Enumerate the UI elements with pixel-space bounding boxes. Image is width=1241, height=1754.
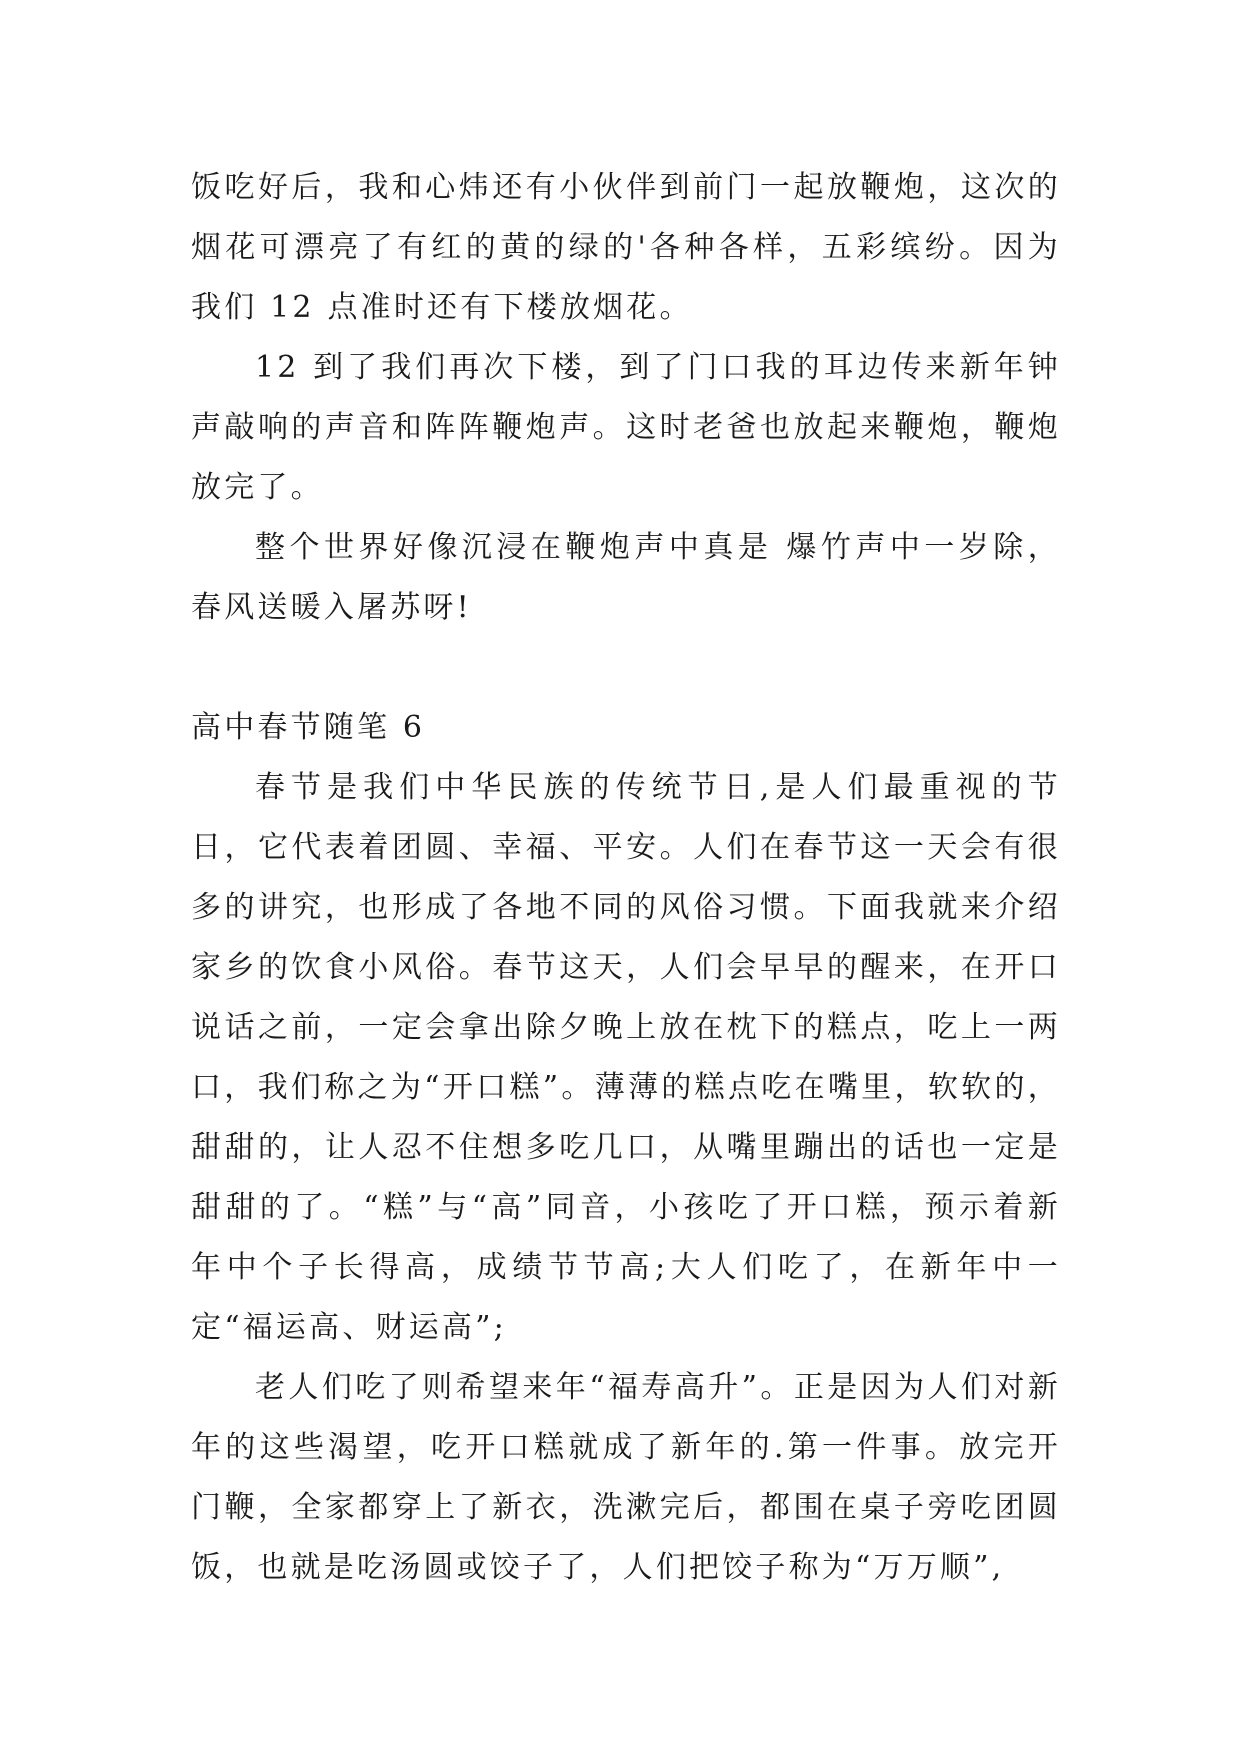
paragraph-firecracker-world: 整个世界好像沉浸在鞭炮声中真是 爆竹声中一岁除，春风送暖入屠苏呀! <box>191 530 1061 625</box>
paragraph-midnight: 12 到了我们再次下楼，到了门口我的耳边传来新年钟声敲响的声音和阵阵鞭炮声。这时老爸也放起来鞭炮，鞭炮放完了。 <box>191 350 1061 505</box>
paragraph-kaikou-cake: 老人们吃了则希望来年“福寿高升”。正是因为人们对新年的这些渴望，吃开口糕就成了新年的.第一件事。放完开门鞭，全家都穿上了新衣，洗漱完后，都围在桌子旁吃团圆饭，也就是吃汤圆或饺子了，人们把饺子称为“万万顺”, <box>191 1370 1061 1585</box>
section-title: 高中春节随笔 6 <box>191 710 426 745</box>
paragraph-spring-festival: 春节是我们中华民族的传统节日,是人们最重视的节日，它代表着团圆、幸福、平安。人们在春节这一天会有很多的讲究，也形成了各地不同的风俗习惯。下面我就来介绍家乡的饮食小风俗。春节这天，人们会早早的醒来，在开口说话之前，一定会拿出除夕晚上放在枕下的糕点，吃上一两口，我们称之为“开口糕”。薄薄的糕点吃在嘴里，软软的，甜甜的，让人忍不住想多吃几口，从嘴里蹦出的话也一定是甜甜的了。“糕”与“高”同音，小孩吃了开口糕，预示着新年中个子长得高，成绩节节高;大人们吃了，在新年中一定“福运高、财运高”; <box>191 770 1061 1345</box>
paragraph-fireworks: 饭吃好后，我和心炜还有小伙伴到前门一起放鞭炮，这次的烟花可漂亮了有红的黄的绿的'各种各样，五彩缤纷。因为我们 12 点准时还有下楼放烟花。 <box>191 170 1061 325</box>
document-body <box>191 158 1061 1598</box>
